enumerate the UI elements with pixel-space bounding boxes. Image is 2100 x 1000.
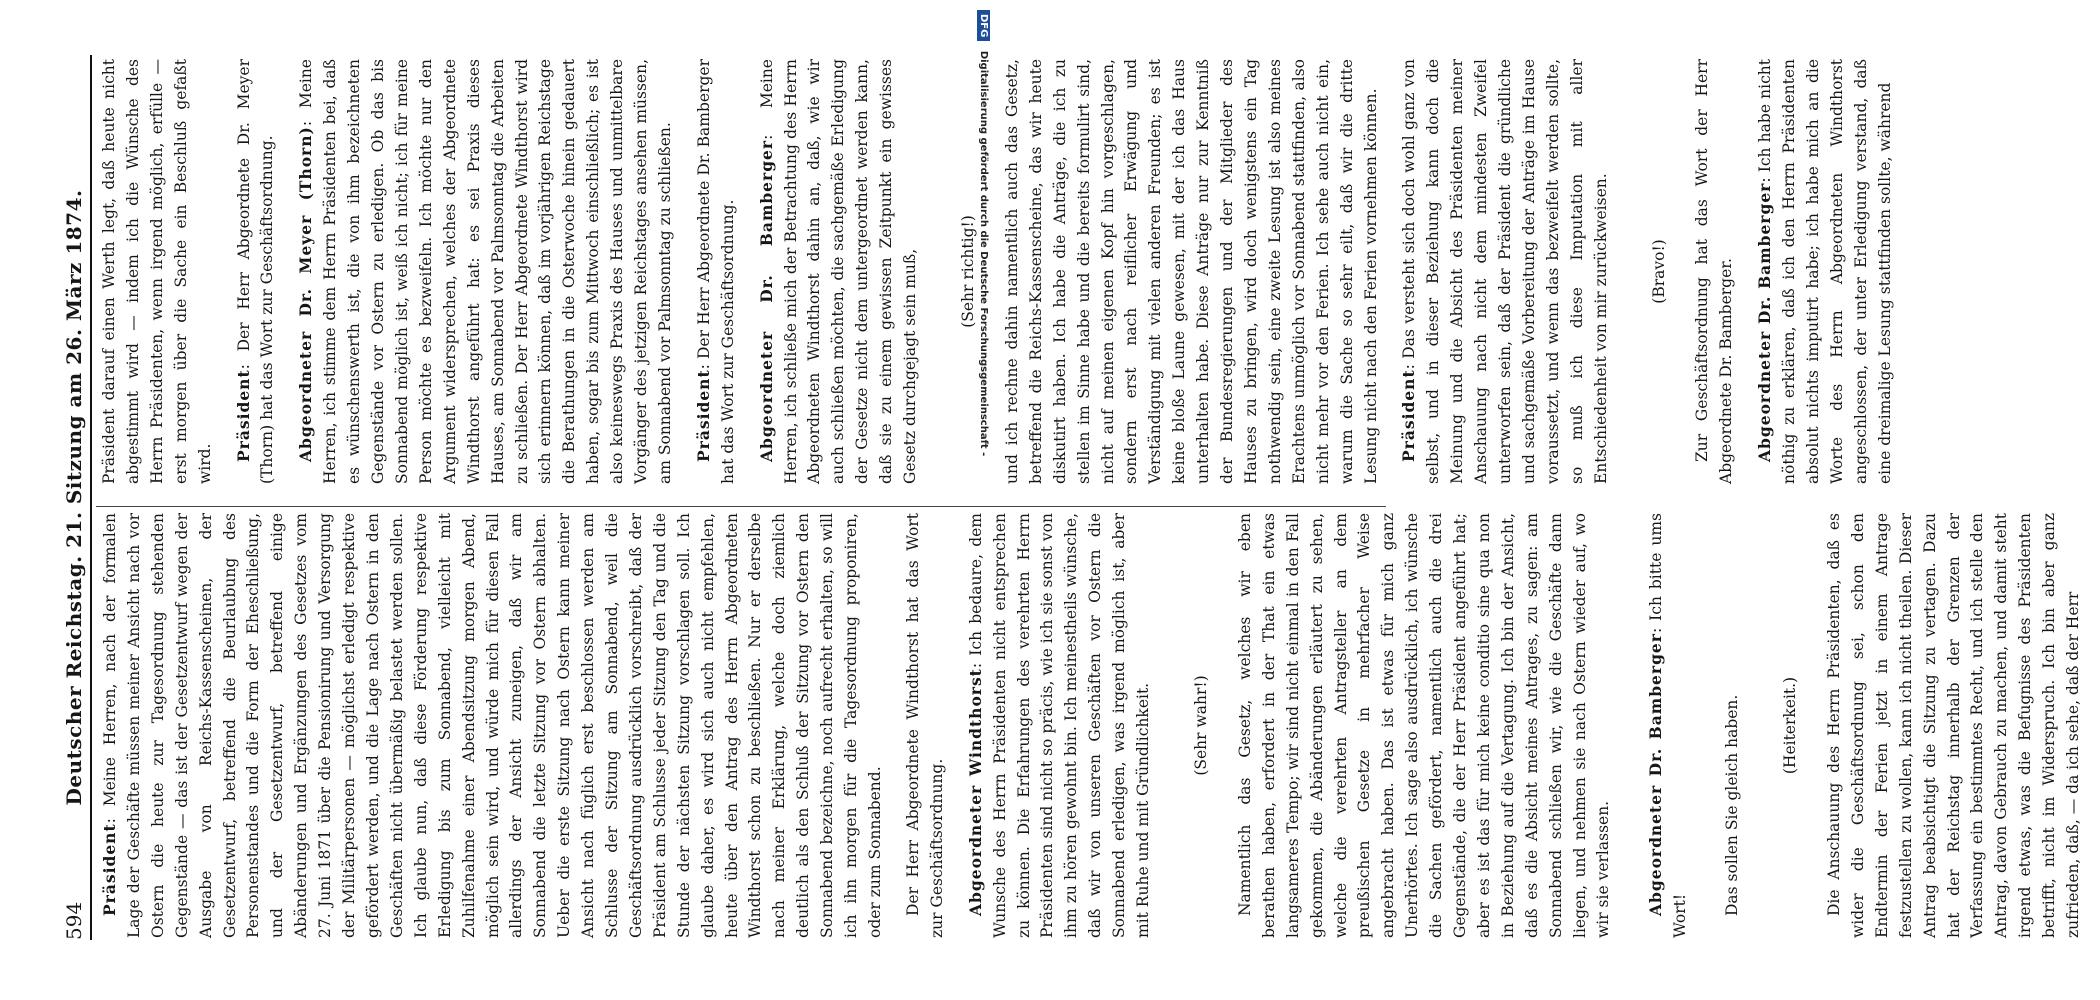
remark: (Sehr wahr!) (1191, 675, 1210, 776)
speech-text: Meine Herren, ich schließe mich der Betrachtung des Herrn Abgeordneten Windthorst dahin an, daß, wie wir auch schließen möchten, die sachgemäße Erledigung der Gesetze nicht dem untergeordnet werden kann, daß sie zu einem gewissen Zeitpunkt ein gewisses Gesetz durchgejagt sein muß, (757, 59, 920, 484)
speaker-name: Präsident (1399, 369, 1419, 462)
text-paragraph: Präsident darauf einen Werth legt, daß heute nicht abgestimmt wird — indem ich die Wünsche des Herrn Präsidenten, wenn irgend möglich, erfülle — erst morgen über die Sache ein Beschluß gefaßt wird. (100, 59, 214, 484)
right-column (98, 59, 1912, 484)
digitization-text: Digitalisierung gefördert durch die Deutsche Forschungsgemeinschaft - (978, 50, 989, 457)
digitization-note (974, 10, 990, 457)
text-paragraph: Der Herr Abgeordnete Windthorst hat das Wort zur Geschäftsordnung. (903, 513, 946, 938)
speech-paragraph: Abgeordneter Dr. Bamberger: Meine Herren, ich schließe mich der Betrachtung des Herrn Abgeordneten Windthorst dahin an, daß, wie wir auch schließen möchten, die sachgemäße Erledigung der Gesetze nicht dem untergeordnet werden kann, daß sie zu einem gewissen Zeitpunkt ein gewisses Gesetz durchgejagt sein muß, (756, 59, 920, 484)
speaker-name: Abgeordneter Dr. Bamberger (756, 139, 776, 462)
speech-text: Ich bitte ums Wort! (1647, 513, 1690, 938)
speaker-name: Präsident (233, 369, 253, 462)
remark: (Heiterkeit.) (1781, 676, 1800, 775)
speech-paragraph: Abgeordneter Dr. Meyer (Thorn): Meine Herren, ich stimme dem Herrn Präsidenten bei, daß es wünschenswerth ist, die von ihm bezeichneten Gegenstände vor Ostern zu erledigen. Ob das bis Sonnabend möglich ist, weiß ich nicht; ich für meine Person möchte es bezweifeln. Ich möchte nur den Argument widersprechen, welches der Abgeordnete Windthorst angeführt hat: es sei Praxis dieses Hauses, am Sonnabend vor Palmsonntag die Arbeiten zu schließen. Der Herr Abgeordnete Windthorst wird sich erinnern können, daß im vorjährigen Reichstage die Berathungen in die Osterwoche hinein gedauert haben, sogar bis zum Mittwoch einschließlich; es ist also keineswegs Praxis des Hauses und unmittelbare Vorgänger des jetzigen Reichstages ansehen müssen, am Sonnabend vor Palmsonntag zu schließen. (296, 59, 674, 484)
text-paragraph: Zur Geschäftsordnung hat das Wort der Herr Abgeordnete Dr. Bamberger. (1693, 59, 1736, 484)
page-title: Deutscher Reichstag. 21. Sitzung am 26. März 1874. (62, 189, 86, 806)
dfg-logo: DFG (977, 10, 990, 41)
speech-paragraph: Abgeordneter Dr. Bamberger: Ich habe nicht nöthig zu erklären, daß ich den Herrn Präsidenten absolut nichts imputirt habe; ich habe mich an die Worte des Herrn Abgeordneten Windthorst angeschlossen, der unter Erledigung verstand, daß eine dreimalige Lesung stattfinden sollte, während (1755, 59, 1894, 484)
text-paragraph: und ich rechne dahin namentlich auch das Gesetz, betreffend die Reichs-Kassenscheine, das wir heute diskutirt haben. Ich habe die Anträge, die ich zu stellen im Sinne habe und die bereits formulirt sind, nicht auf meinen eigenen Kopf hin vorgeschlagen, sondern erst nach reiflicher Erwägung und Verständigung mit vielen anderen Freunden; es ist keine bloße Laune gewesen, mit der ich das Haus unterhalten habe. Diese Anträge nur zur Kenntniß der Bundesregierungen und der Mitglieder des Hauses zu bringen, wird doch wenigstens ein Tag nothwendig sein, eine zweite Lesung ist also meines Erachtens unmöglich vor Sonnabend stattfinden, also nicht mehr vor den Ferien. Ich sehe auch nicht ein, warum die Sache so sehr eilt, daß wir die dritte Lesung nicht nach den Ferien vornehmen können. (1002, 59, 1380, 484)
speaker-name: Präsident (693, 369, 713, 462)
remark: (Sehr richtig!) (959, 215, 977, 328)
text-paragraph: Namentlich das Gesetz, welches wir eben berathen haben, erfordert in der That ein etwas langsameres Tempo; wir sind nicht einmal in den Fall gekommen, die Abänderungen erläutert zu sehen, welche die verehrten Antragsteller an dem preußischen Gesetze in mehrfacher Weise angebracht haben. Das ist etwas für mich ganz Unerhörtes. Ich sage also ausdrücklich, ich wünsche die Sachen gefördert, namentlich auch die drei Gegenstände, die der Herr Präsident angeführt hat; aber es ist das für mich keine conditio sine qua non in Beziehung auf die Vertagung. Ich bin der Ansicht, daß es die Absicht meines Antrages, zu sagen: am Sonnabend schließen wir, wie die Geschäfte dann liegen, und nehmen sie nach Ostern wieder auf, wo wir sie verlassen. (1235, 513, 1613, 938)
speech-text: Meine Herren, ich stimme dem Herrn Präsidenten bei, daß es wünschenswerth ist, die von ihm bezeichneten Gegenstände vor Ostern zu erledigen. Ob das bis Sonnabend möglich ist, weiß ich nicht; ich für meine Person möchte es bezweifeln. Ich möchte nur den Argument widersprechen, welches der Abgeordnete Windthorst angeführt hat: es sei Praxis dieses Hauses, am Sonnabend vor Palmsonntag die Arbeiten zu schließen. Der Herr Abgeordnete Windthorst wird sich erinnern können, daß im vorjährigen Reichstage die Berathungen in die Osterwoche hinein gedauert haben, sogar bis zum Mittwoch einschließlich; es ist also keineswegs Praxis des Hauses und unmittelbare Vorgänger des jetzigen Reichstages ansehen müssen, am Sonnabend vor Palmsonntag zu schließen. (297, 59, 674, 484)
speech-paragraph: Präsident: Meine Herren, nach der formalen Lage der Geschäfte müssen meiner Ansicht nach vor Ostern die heute zur Tagesordnung stehenden Gegenstände — das ist der Gesetzentwurf wegen der Ausgabe von Reichs-Kassenscheinen, der Gesetzentwurf, betreffend die Beurlaubung des Personenstandes und die Form der Eheschließung, und der Gesetzentwurf, betreffend einige Abänderungen und Ergänzungen des Gesetzes vom 27. Juni 1871 über die Pensionirung und Versorgung der Militärpersonen — möglichst erledigt respektive gefördert werden, und die Lage nach Ostern in den Geschäften nicht übermäßig belastet werden sollen. Ich glaube nun, daß diese Förderung respektive Erledigung bis zum Sonnabend, vielleicht mit Zuhilfenahme einer Abendsitzung morgen Abend, möglich sein wird, und würde mich für diesen Fall allerdings der Ansicht zuneigen, daß wir am Sonnabend die letzte Sitzung vor Ostern abhalten. Ueber die erste Sitzung nach Ostern kann meiner Ansicht nach füglich erst beschlossen werden am Schlusse der Sitzung am Sonnabend, weil die Geschäftsordnung ausdrücklich vorschreibt, daß der Präsident am Schlusse jeder Sitzung den Tag und die Stunde der nächsten Sitzung vorschlagen soll. Ich glaube daher, es wird sich auch nicht empfehlen, heute über den Antrag des Herrn Abgeordneten Windthorst schon zu beschließen. Nur er derselbe nach meiner Erklärung, welche doch ziemlich deutlich als den Schluß der Sitzung vor Ostern den Sonnabend bezeichne, noch aufrecht erhalten, so will ich ihn morgen für die Tagesordnung proponiren, oder zum Sonnabend. (100, 513, 884, 938)
speech-text: Der Herr Abgeordnete Dr. Meyer (Thorn) hat das Wort zur Geschäftsordnung. (234, 59, 277, 484)
speech-paragraph: Abgeordneter Dr. Bamberger: Ich bitte ums Wort! (1646, 513, 1690, 938)
text-paragraph: Das sollen Sie gleich haben. (1723, 694, 1742, 916)
speaker-name: Präsident (100, 823, 119, 916)
speaker-name: Abgeordneter Dr. Bamberger (1646, 633, 1666, 916)
speech-paragraph: Präsident: Der Herr Abgeordnete Dr. Meyer (Thorn) hat das Wort zur Geschäftsordnung. (233, 59, 277, 484)
speech-paragraph: Präsident: Der Herr Abgeordnete Dr. Bamberger hat das Wort zur Geschäftsordnung. (693, 59, 737, 484)
speech-text: Meine Herren, nach der formalen Lage der Geschäfte müssen meiner Ansicht nach vor Ostern die heute zur Tagesordnung stehenden Gegenstände — das ist der Gesetzentwurf wegen der Ausgabe von Reichs-Kassenscheinen, der Gesetzentwurf, betreffend die Beurlaubung des Personenstandes und die Form der Eheschließung, und der Gesetzentwurf, betreffend einige Abänderungen und Ergänzungen des Gesetzes vom 27. Juni 1871 über die Pensionirung und Versorgung der Militärpersonen — möglichst erledigt respektive gefördert werden, und die Lage nach Ostern in den Geschäften nicht übermäßig belastet werden sollen. Ich glaube nun, daß diese Förderung respektive Erledigung bis zum Sonnabend, vielleicht mit Zuhilfenahme einer Abendsitzung morgen Abend, möglich sein wird, und würde mich für diesen Fall allerdings der Ansicht zuneigen, daß wir am Sonnabend die letzte Sitzung vor Ostern abhalten. Ueber die erste Sitzung nach Ostern kann meiner Ansicht nach füglich erst beschlossen werden am Schlusse der Sitzung am Sonnabend, weil die Geschäftsordnung ausdrücklich vorschreibt, daß der Präsident am Schlusse jeder Sitzung den Tag und die Stunde der nächsten Sitzung vorschlagen soll. Ich glaube daher, es wird sich auch nicht empfehlen, heute über den Antrag des Herrn Abgeordneten Windthorst schon zu beschließen. Nur er derselbe nach meiner Erklärung, welche doch ziemlich deutlich als den Schluß der Sitzung vor Ostern den Sonnabend bezeichne, noch aufrecht erhalten, so will ich ihn morgen für die Tagesordnung proponiren, oder zum Sonnabend. (101, 513, 884, 938)
speaker-name: Abgeordneter Windthorst (965, 668, 985, 916)
page-number: 594 (62, 901, 86, 940)
speaker-name: Abgeordneter Dr. Meyer (Thorn) (296, 126, 316, 462)
page-header (56, 55, 92, 940)
speech-text: Der Herr Abgeordnete Dr. Bamberger hat das Wort zur Geschäftsordnung. (694, 59, 737, 484)
speaker-name: Abgeordneter Dr. Bamberger (1755, 182, 1775, 462)
speech-text: Das versteht sich doch wohl ganz von selbst, und in dieser Beziehung kann doch die Meinung und die Absicht des Präsidenten meiner Anschauung nach nicht dem mindesten Zweifel unterworfen sein, daß der Präsident die gründliche und sachgemäße Vorbereitung der Anträge im Hause voraussetzt, und wenn das bezweifelt werden sollte, so muß ich diese Imputation mit aller Entschiedenheit von mir zurückweisen. (1400, 59, 1610, 484)
speech-text: Ich habe nicht nöthig zu erklären, daß ich den Herrn Präsidenten absolut nichts imputirt habe; ich habe mich an die Worte des Herrn Abgeordneten Windthorst angeschlossen, der unter Erledigung verstand, daß eine dreimalige Lesung stattfinden sollte, während (1756, 59, 1894, 484)
speech-paragraph: Abgeordneter Windthorst: Ich bedaure, dem Wunsche des Herrn Präsidenten nicht entsprechen zu können. Die Erfahrungen des verehrten Herrn Präsidenten sind nicht so präcis, wie ich sie sonst von ihm zu hören gewohnt bin. Ich meinestheils wünsche, daß wir von unseren Geschäften vor Ostern die Sonnabend erledigen, was irgend möglich ist, aber mit Ruhe und mit Gründlichkeit. (965, 513, 1153, 938)
left-column (98, 513, 2100, 938)
text-paragraph: Die Anschauung des Herrn Präsidenten, daß es wider die Geschäftsordnung sei, schon den Endtermin der Ferien jetzt in einem Antrage festzustellen zu wollen, kann ich nicht theilen. Dieser Antrag beabsichtigt die Sitzung zu vertagen. Dazu hat der Reichstag innerhalb der Grenzen der Verfassung ein bestimmtes Recht, und ich stelle den Antrag, davon Gebrauch zu machen, und damit steht irgend etwas, was die Befugnisse des Präsidenten betrifft, nicht im Widerspruch. Ich bin aber ganz zufrieden, daß, — da ich sehe, daß der Herr (1825, 513, 2083, 938)
speech-text: Ich bedaure, dem Wunsche des Herrn Präsidenten nicht entsprechen zu können. Die Erfahrungen des verehrten Herrn Präsidenten sind nicht so präcis, wie ich sie sonst von ihm zu hören gewohnt bin. Ich meinestheils wünsche, daß wir von unseren Geschäften vor Ostern die Sonnabend erledigen, was irgend möglich ist, aber mit Ruhe und mit Gründlichkeit. (966, 513, 1153, 938)
column-divider (96, 506, 1386, 507)
speech-paragraph: Präsident: Das versteht sich doch wohl ganz von selbst, und in dieser Beziehung kann doch die Meinung und die Absicht des Präsidenten meiner Anschauung nach nicht dem mindesten Zweifel unterworfen sein, daß der Präsident die gründliche und sachgemäße Vorbereitung der Anträge im Hause voraussetzt, und wenn das bezweifelt werden sollte, so muß ich diese Imputation mit aller Entschiedenheit von mir zurückweisen. (1399, 59, 1610, 484)
remark: (Bravo!) (1649, 239, 1668, 304)
